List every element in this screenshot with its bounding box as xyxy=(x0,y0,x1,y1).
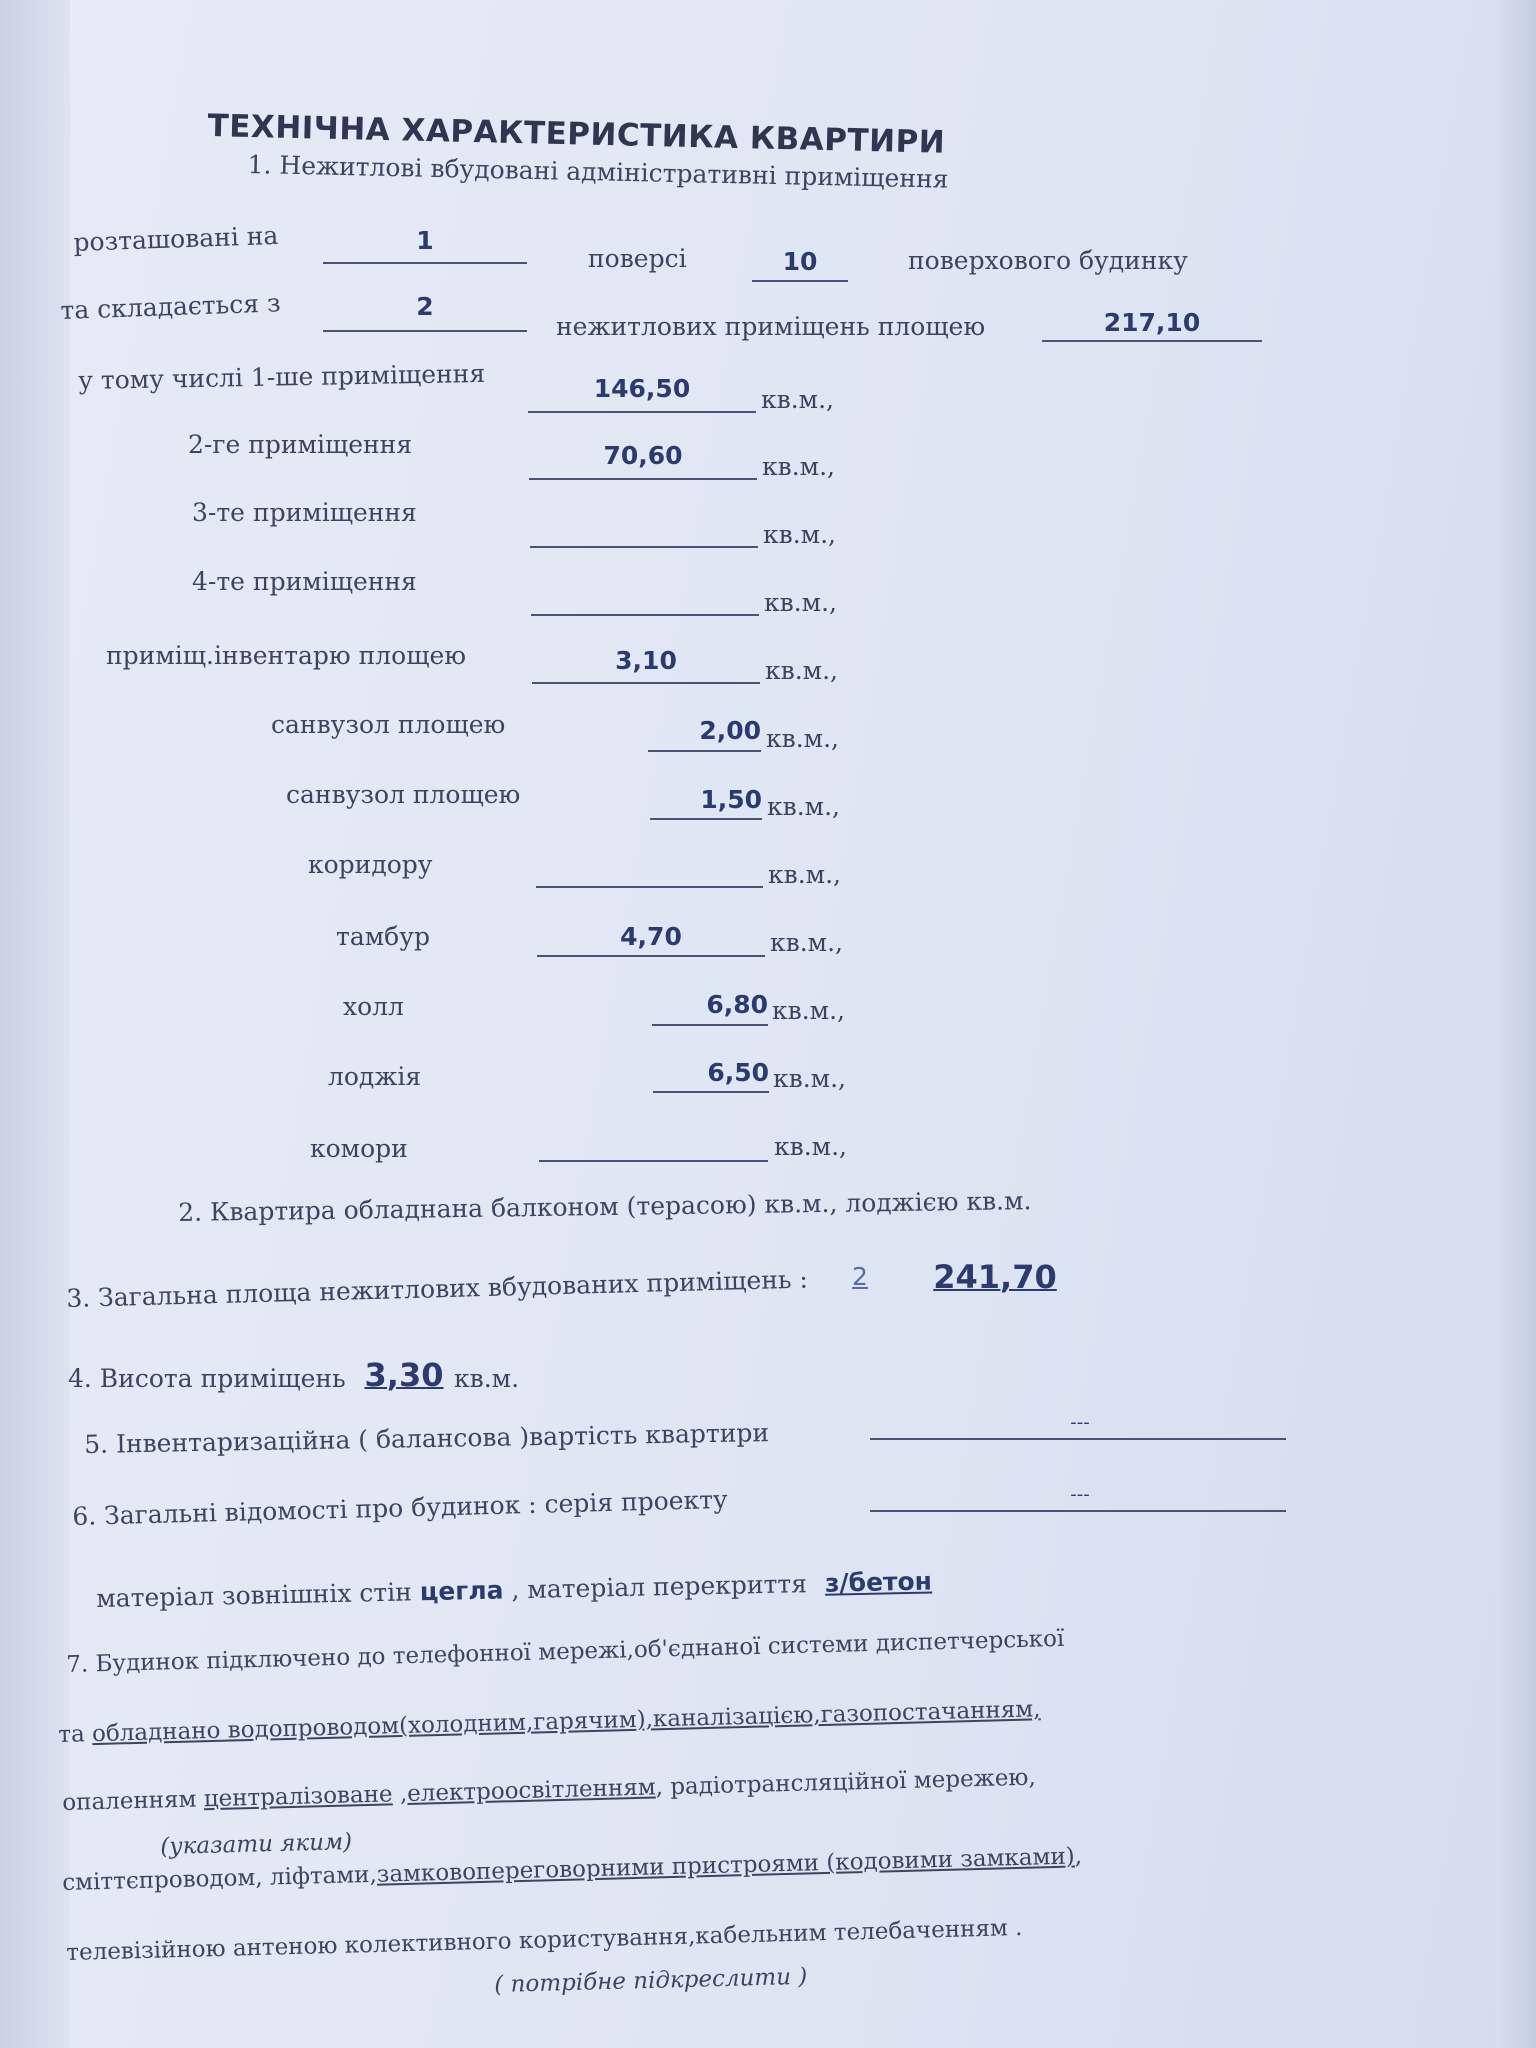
vestibule-value: 4,70 xyxy=(620,922,682,951)
walls-label: матеріал зовнішніх стін xyxy=(96,1577,413,1613)
total-area-underline xyxy=(1042,340,1262,342)
ceiling-label: , матеріал перекриття xyxy=(511,1569,808,1605)
inventory-label: приміщ.інвентарю площею xyxy=(106,641,466,670)
section7-line2-prefix: та xyxy=(58,1721,93,1748)
section7-line4-comma: , xyxy=(1074,1843,1083,1870)
consists-of-label: та складається з xyxy=(60,288,282,325)
room1-label: у тому числі 1-ше приміщення xyxy=(78,358,486,395)
hall-label: холл xyxy=(343,992,404,1021)
storage-label: комори xyxy=(310,1134,408,1163)
room4-label: 4-те приміщення xyxy=(192,567,417,596)
floor-value: 1 xyxy=(416,226,434,255)
inventory-unit: кв.м., xyxy=(765,656,838,685)
hall-unit: кв.м., xyxy=(772,996,845,1025)
section7-line3 xyxy=(62,1765,1036,1816)
section2-text: 2. Квартира обладнана балконом (терасою) кв.м., лоджією кв.м. xyxy=(178,1186,1032,1227)
section7-hint-specify: (указати яким) xyxy=(160,1828,353,1860)
section7-line2-equipment: обладнано водопроводом(холодним,гарячим),каналізацією,газопостачанням, xyxy=(91,1696,1041,1748)
premises-area-label: нежитлових приміщень площею xyxy=(556,312,986,341)
room1-underline xyxy=(528,411,756,413)
section4-label: 4. Висота приміщень xyxy=(68,1364,346,1393)
section6-value: --- xyxy=(1070,1484,1090,1505)
section7-hint-underline: ( потрібне підкреслити ) xyxy=(494,1963,808,1998)
section7-garbage-lifts: сміттєпроводом, ліфтами, xyxy=(62,1861,378,1896)
document-title: ТЕХНІЧНА ХАРАКТЕРИСТИКА КВАРТИРИ xyxy=(207,108,946,161)
bathroom1-label: санвузол площею xyxy=(271,710,506,739)
section5-underline xyxy=(870,1438,1286,1440)
section7-line1: 7. Будинок підключено до телефонної мережі,об'єднаної системи диспетчерської xyxy=(66,1625,1065,1678)
room1-unit: кв.м., xyxy=(761,385,834,414)
section3-total-value: 241,70 xyxy=(933,1258,1057,1296)
room2-unit: кв.м., xyxy=(762,452,835,481)
section7-intercom: замковопереговорними пристроями (кодовими замками) xyxy=(376,1843,1076,1888)
loggia-underline xyxy=(653,1091,769,1093)
room3-underline xyxy=(530,546,758,548)
corridor-underline xyxy=(536,886,763,888)
section7-heating-value: централізоване xyxy=(203,1781,393,1813)
corridor-unit: кв.м., xyxy=(768,860,841,889)
hall-value: 6,80 xyxy=(706,990,768,1019)
loggia-value: 6,50 xyxy=(707,1058,769,1087)
floor-label: поверсі xyxy=(588,244,687,273)
bathroom1-underline xyxy=(648,750,761,752)
hall-underline xyxy=(652,1024,768,1026)
room4-underline xyxy=(531,614,759,616)
located-on-label: розташовані на xyxy=(73,220,279,257)
ceiling-value: з/бетон xyxy=(824,1566,933,1598)
section7-comma: , xyxy=(392,1780,408,1808)
section3-mark: 2 xyxy=(852,1262,868,1291)
storeys-value: 10 xyxy=(782,247,818,276)
vestibule-underline xyxy=(537,955,765,957)
loggia-unit: кв.м., xyxy=(773,1064,846,1093)
bathroom2-label: санвузол площею xyxy=(286,780,521,809)
loggia-label: лоджія xyxy=(328,1062,422,1091)
vestibule-label: тамбур xyxy=(336,922,430,951)
vestibule-unit: кв.м., xyxy=(770,928,843,957)
section6-label: 6. Загальні відомості про будинок : серія проекту xyxy=(72,1484,729,1531)
storage-unit: кв.м., xyxy=(774,1132,847,1161)
bathroom1-unit: кв.м., xyxy=(766,724,839,753)
room2-value: 70,60 xyxy=(603,441,683,470)
section7-line2 xyxy=(58,1696,1041,1748)
section5-value: --- xyxy=(1070,1412,1090,1433)
height-unit: кв.м. xyxy=(454,1364,520,1393)
bathroom2-value: 1,50 xyxy=(700,785,762,814)
section6-underline xyxy=(870,1510,1286,1512)
premises-count-value: 2 xyxy=(416,292,434,321)
bathroom1-value: 2,00 xyxy=(699,716,761,745)
room4-unit: кв.м., xyxy=(764,588,837,617)
floor-underline xyxy=(323,262,527,264)
section7-heating-label: опаленням xyxy=(62,1786,205,1816)
room1-value: 146,50 xyxy=(593,374,691,403)
storage-underline xyxy=(539,1160,768,1162)
corridor-label: коридору xyxy=(308,850,433,879)
room2-label: 2-ге приміщення xyxy=(188,430,413,459)
section1-heading: 1. Нежитлові вбудовані адміністративні приміщення xyxy=(247,150,949,194)
inventory-underline xyxy=(532,682,760,684)
storeys-underline xyxy=(752,280,848,282)
section7-line5: телевізійною антеною колективного користування,кабельним телебаченням . xyxy=(66,1914,1023,1966)
section5-label: 5. Інвентаризаційна ( балансова )вартість квартири xyxy=(84,1418,770,1459)
bathroom2-unit: кв.м., xyxy=(767,792,840,821)
room3-label: 3-те приміщення xyxy=(192,498,417,527)
section7-lighting: електроосвітленням xyxy=(406,1774,656,1807)
walls-value: цегла xyxy=(419,1575,504,1607)
walls-line xyxy=(96,1566,932,1612)
inventory-value: 3,10 xyxy=(615,646,677,675)
height-value: 3,30 xyxy=(364,1356,444,1394)
count-underline xyxy=(323,330,527,332)
section3-label: 3. Загальна площа нежитлових вбудованих приміщень : xyxy=(66,1264,809,1313)
storeys-label: поверхового будинку xyxy=(908,246,1188,275)
room3-unit: кв.м., xyxy=(763,520,836,549)
room2-underline xyxy=(529,478,757,480)
bathroom2-underline xyxy=(650,818,762,820)
page-right-edge xyxy=(1496,0,1536,2048)
section7-radio: , радіотрансляційної мережею, xyxy=(655,1764,1037,1801)
total-area-value: 217,10 xyxy=(1103,308,1201,337)
